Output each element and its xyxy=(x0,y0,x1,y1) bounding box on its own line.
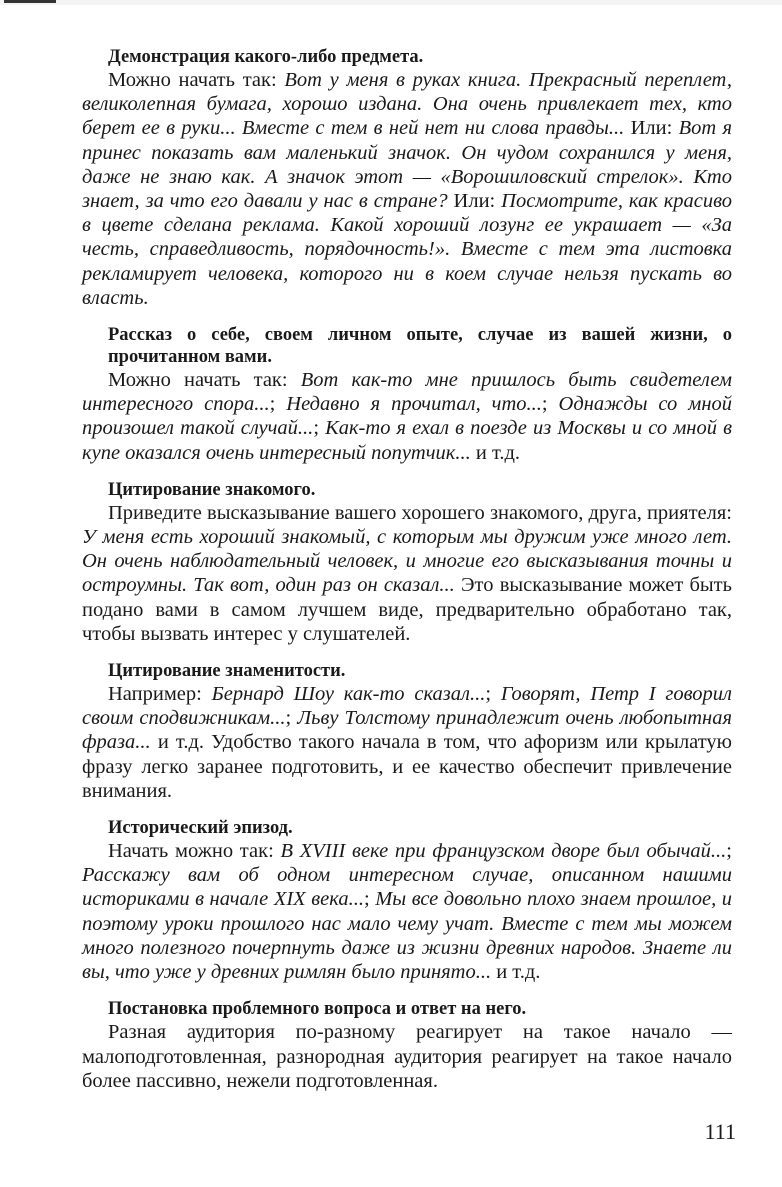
italic-run: Посмотрите, как красиво в цвете сделана реклама. Какой хороший лозунг ее украшает — «За честь, справедливость, порядочность!». Вместе с тем эта листовка рекламирует человека, которого ни в коем случае нельзя пускать во власть. xyxy=(82,190,733,309)
italic-run: Однажды со мной произошел такой случай... xyxy=(82,393,732,440)
section-text xyxy=(82,501,732,646)
text-run: Или: xyxy=(624,117,679,140)
text-run: Или: xyxy=(447,190,502,213)
italic-run: У меня есть хороший знакомый, с которым мы дружим уже много лет. Он очень наблюдательный человек, и многие его высказывания точны и остроумны. Так вот, один раз он сказал... xyxy=(82,526,732,597)
italic-run: Вот как-то мне пришлось быть свидетелем интересного спора... xyxy=(82,369,732,416)
italic-run: Как-то я ехал в поезде из Москвы и со мной в купе оказался очень интересный попутчик... xyxy=(82,417,732,464)
text-run: Начать можно так: xyxy=(108,840,281,863)
page-number: 111 xyxy=(704,1119,736,1144)
italic-run: В XVIII веке при французском дворе был обычай... xyxy=(280,840,727,863)
text-run: ; xyxy=(541,393,559,416)
section-text xyxy=(82,368,732,465)
section-historical-episode xyxy=(82,817,732,984)
section-heading: Постановка проблемного вопроса и ответ на него. xyxy=(108,999,527,1020)
text-run: ; xyxy=(485,683,501,706)
section-text xyxy=(82,1020,732,1093)
section-problem-question xyxy=(82,998,732,1093)
italic-run: Мы все довольно плохо знаем прошлое, и поэтому уроки прошлого нас мало чему учат. Вместе с тем мы можем много полезного почерпнуть даже из жизни древних народов. Знаете ли вы, что уже у древних римлян было принято... xyxy=(82,888,733,984)
text-run: Можно начать так: xyxy=(108,69,285,91)
text-run: ; xyxy=(269,393,287,416)
section-text xyxy=(82,839,732,984)
text-run: Например: xyxy=(108,683,212,706)
italic-run: Вот я принес показать вам маленький значок. Он чудом сохранился у меня, даже не знаю как. А значок этот — «Ворошиловский стрелок». Кто знает, за что его давали у нас в стране? xyxy=(82,117,732,213)
text-run: ; xyxy=(363,888,376,911)
top-rule xyxy=(0,0,782,5)
section-personal-story xyxy=(82,324,732,465)
text-run: ; xyxy=(285,707,298,730)
top-rule-mark xyxy=(4,0,56,3)
text-run: ; xyxy=(313,417,326,440)
italic-run: Льву Толстому принадлежит очень любопытная фраза... xyxy=(82,707,733,754)
text-run: Это высказывание может быть подано вами в самом лучшем виде, предварительно обработано так, чтобы вызвать интерес у слушателей. xyxy=(82,574,732,645)
text-run: и т.д. Удобство такого начала в том, что афоризм или крылатую фразу легко заранее подготовить, и ее качество обеспечит привлечение внимания. xyxy=(82,731,732,802)
text-run: и т.д. xyxy=(470,441,521,464)
page-body xyxy=(82,46,732,1107)
section-demonstration xyxy=(82,46,732,310)
italic-run: Расскажу вам об одном интересном случае, описанном нашими историками в начале XIX века... xyxy=(82,864,732,911)
text-run: Приведите высказывание вашего хорошего знакомого, друга, приятеля: xyxy=(108,501,732,524)
italic-run: Говорят, Петр I говорил своим сподвижникам... xyxy=(82,683,732,730)
text-run: Можно начать так: xyxy=(108,369,301,392)
section-heading: Цитирование знаменитости. xyxy=(108,661,346,682)
section-text xyxy=(82,682,732,803)
text-run: и т.д. xyxy=(491,961,541,984)
section-heading: Цитирование знакомого. xyxy=(108,479,316,500)
section-heading: Исторический эпизод. xyxy=(108,818,293,839)
section-acquaintance-quote xyxy=(82,479,732,646)
italic-run: Вот у меня в руках книга. Прекрасный переплет, великолепная бумага, хорошо издана. Она очень привлекает тех, кто берет ее в руки... Вместе с тем в ней нет ни слова правды... xyxy=(82,69,732,140)
text-run: Разная аудитория по-разному реагирует на такое начало — малоподготовленная, разнородная аудитория реагирует на такое начало более пассивно, нежели подготовленная. xyxy=(82,1021,732,1092)
text-run: ; xyxy=(726,840,732,863)
section-heading: Рассказ о себе, своем личном опыте, случае из вашей жизни, о прочитанном вами. xyxy=(108,325,732,368)
italic-run: Бернард Шоу как-то сказал... xyxy=(211,683,486,706)
section-celebrity-quote xyxy=(82,660,732,803)
italic-run: Недавно я прочитал, что... xyxy=(286,393,542,416)
section-text xyxy=(82,68,732,310)
section-heading: Демонстрация какого-либо предмета. xyxy=(108,47,424,67)
